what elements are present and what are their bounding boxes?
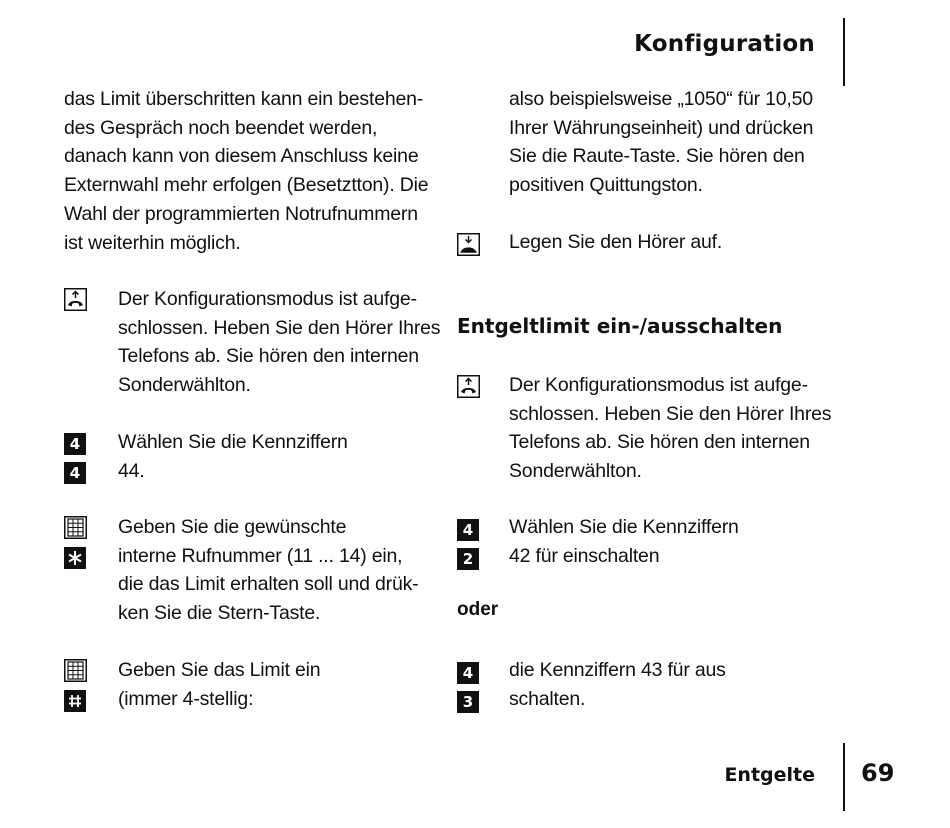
page-title: Konfiguration xyxy=(634,31,815,57)
text-line: Der Konfigurationsmodus ist aufge- xyxy=(118,288,417,310)
text-line: Sonderwählton. xyxy=(118,374,251,397)
footer-rule xyxy=(843,743,845,811)
digit-key-icon: 4 xyxy=(457,519,479,541)
text-line: des Gespräch noch beendet werden, xyxy=(64,116,378,139)
text-line: Geben Sie die gewünschte xyxy=(118,516,347,538)
text-line: die das Limit erhalten soll und drük- xyxy=(118,573,419,596)
digit-key-icon: 2 xyxy=(457,548,479,570)
text-line: schlossen. Heben Sie den Hörer Ihres xyxy=(118,316,441,339)
text-line: Externwahl mehr erfolgen (Besetztton). Die xyxy=(64,174,429,197)
text-line: also beispielsweise „1050“ für 10,50 xyxy=(509,88,813,110)
text-line: Legen Sie den Hörer auf. xyxy=(509,231,723,253)
text-line: positiven Quittungston. xyxy=(509,174,703,197)
handset-lift-icon xyxy=(457,375,480,398)
footer-section-label: Entgelte xyxy=(724,764,815,786)
right-step1-text xyxy=(509,371,831,486)
text-line: die Kennziffern 43 für aus xyxy=(509,659,726,681)
text-line: Wählen Sie die Kennziffern xyxy=(509,516,739,538)
text-line: Wählen Sie die Kennziffern xyxy=(118,431,348,453)
text-line: ken Sie die Stern-Taste. xyxy=(118,602,321,625)
keypad-icon xyxy=(64,516,87,539)
digit-key-icon: 3 xyxy=(457,691,479,713)
text-line: schalten. xyxy=(509,687,586,710)
text-line: Der Konfigurationsmodus ist aufge- xyxy=(509,374,808,396)
text-line: Ihrer Währungseinheit) und drücken xyxy=(509,116,814,139)
text-line: Telefons ab. Sie hören den internen xyxy=(509,431,810,454)
text-line: interne Rufnummer (11 ... 14) ein, xyxy=(118,544,403,567)
right-step3-text xyxy=(509,656,726,713)
text-line: Telefons ab. Sie hören den internen xyxy=(118,345,419,368)
text-line: (immer 4-stellig: xyxy=(118,687,254,710)
digit-key-icon: 4 xyxy=(64,433,86,455)
text-line: 44. xyxy=(118,459,145,482)
left-step3-text xyxy=(118,513,418,628)
text-line: schlossen. Heben Sie den Hörer Ihres xyxy=(509,402,832,425)
keypad-icon xyxy=(64,659,87,682)
section-heading: Entgeltlimit ein-/ausschalten xyxy=(457,314,783,338)
handset-down-icon xyxy=(457,233,480,256)
text-line: 42 für einschalten xyxy=(509,544,660,567)
right-step2-text xyxy=(509,513,739,570)
oder-label: oder xyxy=(457,599,499,620)
text-line: danach kann von diesem Anschluss keine xyxy=(64,145,419,168)
handset-lift-icon xyxy=(64,288,87,311)
text-line: Geben Sie das Limit ein xyxy=(118,659,321,681)
right-continuation-text xyxy=(509,85,813,200)
text-line: ist weiterhin möglich. xyxy=(64,231,241,254)
digit-key-icon: 4 xyxy=(457,662,479,684)
left-step4-text xyxy=(118,656,320,713)
right-hangup-text xyxy=(509,228,722,257)
star-key-icon xyxy=(64,547,86,569)
text-line: das Limit überschritten kann ein bestehen- xyxy=(64,88,424,110)
digit-key-icon: 4 xyxy=(64,462,86,484)
hash-key-icon xyxy=(64,690,86,712)
text-line: Sonderwählton. xyxy=(509,460,642,483)
left-step2-text xyxy=(118,428,348,485)
left-intro-paragraph xyxy=(64,85,428,257)
page-number: 69 xyxy=(861,759,895,787)
header-rule xyxy=(843,18,845,86)
text-line: Sie die Raute-Taste. Sie hören den xyxy=(509,145,805,168)
text-line: Wahl der programmierten Notrufnummern xyxy=(64,202,418,225)
left-step1-text xyxy=(118,285,440,400)
